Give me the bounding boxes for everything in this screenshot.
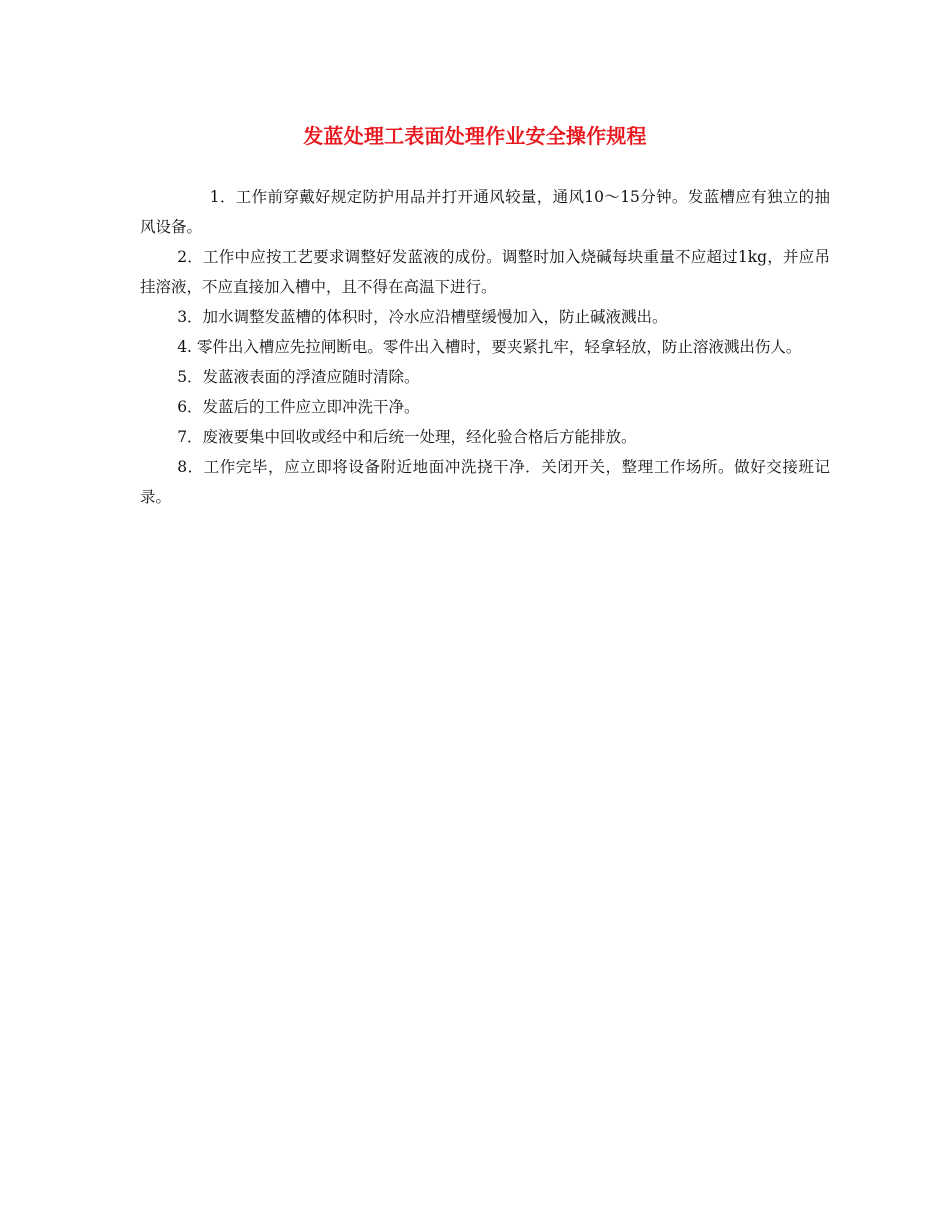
paragraph-7: 7．废液要集中回收或经中和后统一处理，经化验合格后方能排放。 bbox=[177, 428, 637, 446]
paragraph-2: 2．工作中应按工艺要求调整好发蓝液的成份。调整时加入烧碱每块重量不应超过1kg，并应吊挂溶液，不应直接加入槽中，且不得在高温下进行。 bbox=[140, 248, 830, 296]
document-body bbox=[140, 182, 830, 512]
paragraph-1: 1．工作前穿戴好规定防护用品并打开通风较量，通风10～15分钟。发蓝槽应有独立的抽风设备。 bbox=[140, 188, 830, 236]
paragraph-4: 4. 零件出入槽应先拉闸断电。零件出入槽时，要夹紧扎牢，轻拿轻放，防止溶液溅出伤人。 bbox=[177, 338, 802, 356]
paragraph-6: 6．发蓝后的工件应立即冲洗干净。 bbox=[177, 398, 420, 416]
paragraph-8: 8．工作完毕，应立即将设备附近地面冲洗挠干净．关闭开关，整理工作场所。做好交接班记录。 bbox=[140, 458, 830, 506]
paragraph-3: 3．加水调整发蓝槽的体积时，冷水应沿槽壁缓慢加入，防止碱液溅出。 bbox=[177, 308, 668, 326]
document-title: 发蓝处理工表面处理作业安全操作规程 bbox=[303, 124, 647, 148]
paragraph-5: 5．发蓝液表面的浮渣应随时清除。 bbox=[177, 368, 420, 386]
